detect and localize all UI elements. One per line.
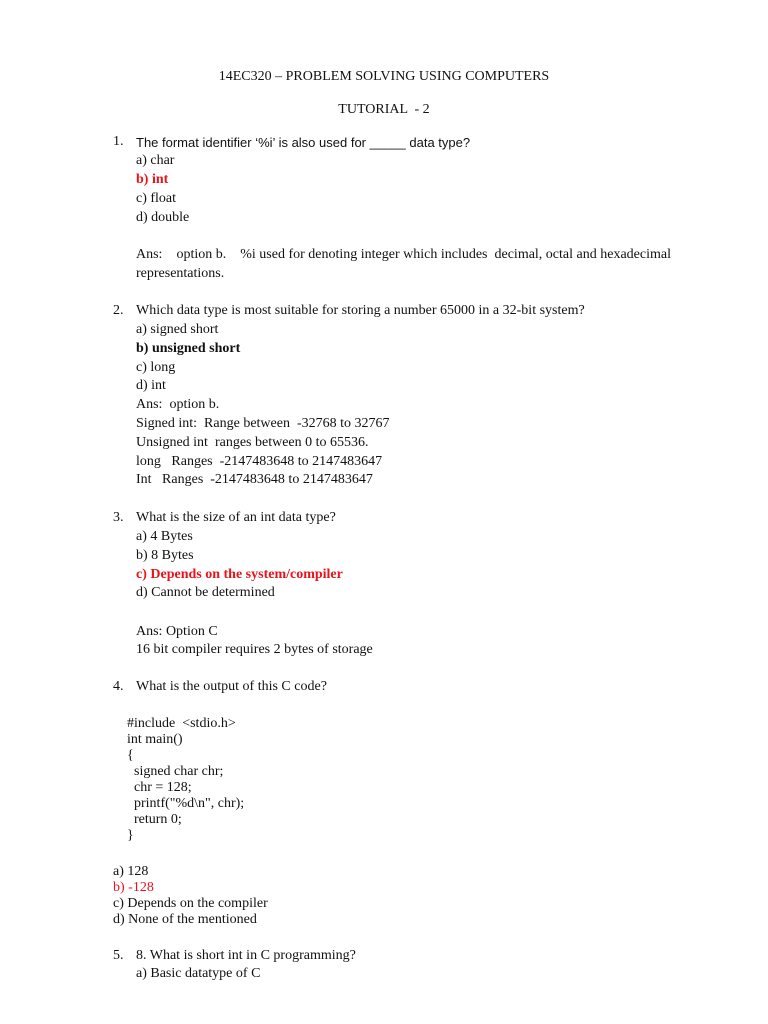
option-b-correct: b) -128 <box>113 880 154 895</box>
option-a: a) signed short <box>136 322 219 337</box>
code-line: chr = 128; <box>127 780 192 795</box>
answer-explanation: Ans: option b. %i used for denoting integer which includes decimal, octal and hexadecimal <box>136 247 671 262</box>
option-d: d) double <box>136 210 190 225</box>
question-number: 5. <box>113 948 124 963</box>
option-b-correct: b) int <box>136 172 169 187</box>
option-d: d) int <box>136 378 166 393</box>
answer-explanation: Int Ranges -2147483648 to 2147483647 <box>136 472 373 487</box>
answer-explanation: Ans: Option C <box>136 624 218 639</box>
code-line: } <box>127 828 134 843</box>
option-a: a) Basic datatype of C <box>136 966 261 981</box>
option-b: b) 8 Bytes <box>136 548 194 563</box>
option-a: a) 4 Bytes <box>136 529 193 544</box>
option-d: d) None of the mentioned <box>113 912 257 927</box>
code-line: return 0; <box>127 812 182 827</box>
option-c: c) float <box>136 191 177 206</box>
code-line: signed char chr; <box>127 764 224 779</box>
question-number: 3. <box>113 510 124 525</box>
answer-explanation: Signed int: Range between -32768 to 32767 <box>136 416 390 431</box>
question-number: 4. <box>113 679 124 694</box>
question-text: The format identifier ‘%i’ is also used for _____ data type? <box>136 135 471 150</box>
course-title: 14EC320 – PROBLEM SOLVING USING COMPUTERS <box>218 69 550 84</box>
question-number: 1. <box>113 134 124 149</box>
answer-explanation: Unsigned int ranges between 0 to 65536. <box>136 435 369 450</box>
code-line: printf("%d\n", chr); <box>127 796 245 811</box>
option-d: d) Cannot be determined <box>136 585 275 600</box>
question-text: Which data type is most suitable for storing a number 65000 in a 32-bit system? <box>136 303 585 318</box>
option-b-correct: b) unsigned short <box>136 341 241 356</box>
option-a: a) 128 <box>113 864 149 879</box>
answer-explanation: Ans: option b. <box>136 397 220 412</box>
option-c: c) Depends on the compiler <box>113 896 268 911</box>
option-c-correct: c) Depends on the system/compiler <box>136 567 343 582</box>
question-text: 8. What is short int in C programming? <box>136 948 356 963</box>
code-line: #include <stdio.h> <box>127 716 236 731</box>
tutorial-title: TUTORIAL - 2 <box>338 102 430 117</box>
answer-explanation: 16 bit compiler requires 2 bytes of storage <box>136 642 373 657</box>
code-line: int main() <box>127 732 183 747</box>
answer-explanation: representations. <box>136 266 225 281</box>
question-text: What is the output of this C code? <box>136 679 327 694</box>
option-a: a) char <box>136 153 175 168</box>
answer-explanation: long Ranges -2147483648 to 2147483647 <box>136 454 383 469</box>
question-text: What is the size of an int data type? <box>136 510 336 525</box>
question-number: 2. <box>113 303 124 318</box>
code-line: { <box>127 748 134 763</box>
option-c: c) long <box>136 360 176 375</box>
